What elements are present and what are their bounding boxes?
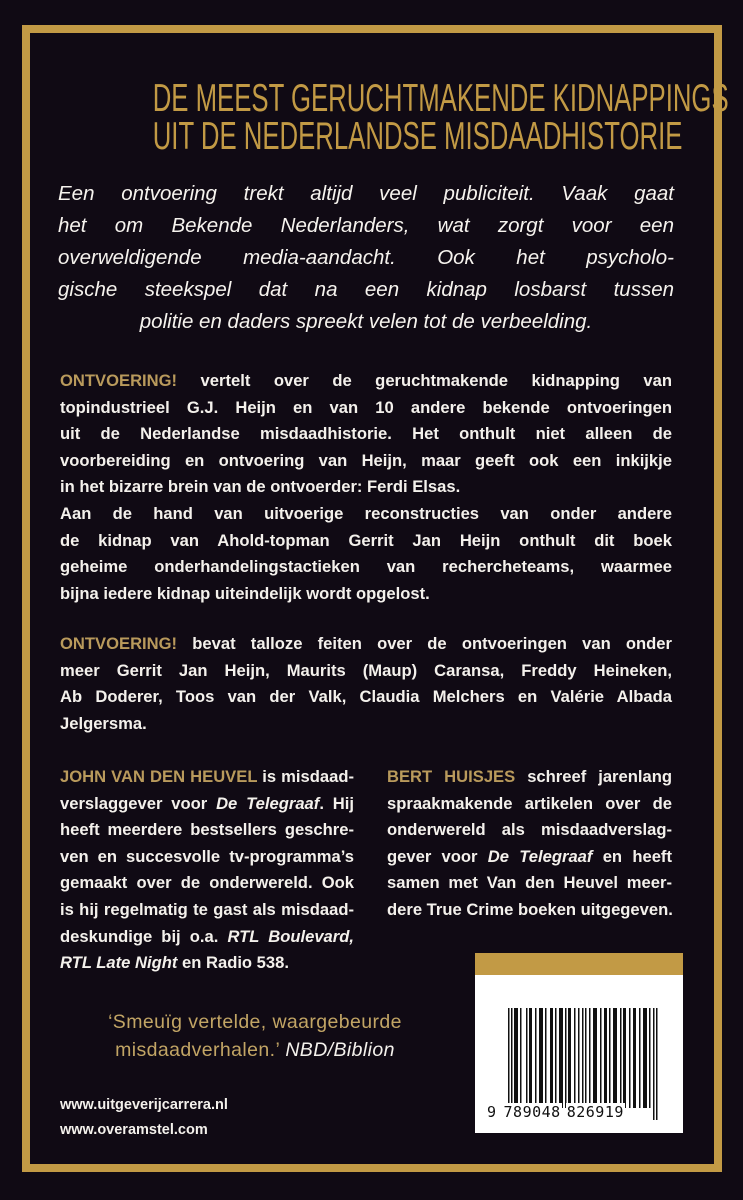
paragraph-line: geheime onderhandelingstactieken van rechercheteams, waarmee xyxy=(60,557,672,577)
bio-text: verslaggever voor xyxy=(60,793,217,813)
description-paragraph-2 xyxy=(60,631,672,737)
paragraph-line: de kidnap van Ahold-topman Gerrit Jan Heijn onthult dit boek xyxy=(60,530,672,550)
intro-line: het om Bekende Nederlanders, wat zorgt voor een xyxy=(58,214,674,237)
publisher-url-carrera[interactable]: www.uitgeverijcarrera.nl xyxy=(60,1097,228,1113)
bio-line: dere True Crime boeken uitgegeven. xyxy=(387,899,673,919)
quote-source: NBD/Biblion xyxy=(285,1039,395,1061)
author-bio-bert-huisjes xyxy=(387,764,672,924)
publication-name: De Telegraaf xyxy=(487,846,593,866)
bio-line: samen met Van den Heuvel meer- xyxy=(387,873,672,893)
publication-name: De Telegraaf xyxy=(216,793,320,813)
headline xyxy=(40,77,729,158)
quote-line-1: ‘Smeuïg vertelde, waargebeurde xyxy=(108,1011,402,1033)
quote-line-2: misdaadverhalen.’ xyxy=(115,1039,280,1061)
author-name: JOHN VAN DEN HEUVEL xyxy=(60,767,258,786)
tv-show-name: RTL Boulevard, xyxy=(227,926,354,946)
paragraph-line: uit de Nederlandse misdaadhistorie. Het onthult niet alleen de xyxy=(60,424,672,444)
barcode-gold-band xyxy=(475,953,683,975)
intro-text xyxy=(58,178,674,338)
tv-show-name: RTL Late Night xyxy=(60,953,178,973)
bio-text: en heeft xyxy=(592,846,672,866)
paragraph-line: bijna iedere kidnap uiteindelijk wordt opgelost. xyxy=(60,583,430,603)
intro-line: politie en daders spreekt velen tot de verbeelding. xyxy=(139,310,593,333)
isbn-barcode xyxy=(475,953,683,1133)
bio-text: en Radio 538. xyxy=(177,953,289,973)
bio-line: gemaakt over de onderwereld. Ook xyxy=(60,873,354,893)
isbn-number xyxy=(487,1103,677,1121)
review-quote xyxy=(70,1008,440,1064)
book-title-highlight: ONTVOERING! xyxy=(60,634,178,653)
isbn-group-1: 789048 xyxy=(503,1103,561,1121)
book-title-highlight: ONTVOERING! xyxy=(60,371,178,390)
paragraph-line: voorbereiding en ontvoering van Heijn, maar geeft ook een inkijkje xyxy=(60,450,672,470)
intro-line: overweldigende media-aandacht. Ook het psycholo- xyxy=(58,246,674,269)
paragraph-line: topindustrieel G.J. Heijn en van 10 andere bekende ontvoeringen xyxy=(60,397,672,417)
author-bio-john-van-den-heuvel xyxy=(60,764,354,977)
description-paragraph-1 xyxy=(60,368,672,607)
bio-text: schreef jarenlang xyxy=(515,767,672,786)
intro-line: gische steekspel dat na een kidnap losbarst tussen xyxy=(58,278,674,301)
headline-line-2: UIT DE NEDERLANDSE MISDAADHISTORIE xyxy=(152,115,683,158)
author-name: BERT HUISJES xyxy=(387,767,516,786)
bio-line: ven en succesvolle tv-programma’s xyxy=(60,846,354,866)
publisher-urls xyxy=(60,1093,228,1143)
bio-text: . Hij xyxy=(319,793,354,813)
paragraph-line: meer Gerrit Jan Heijn, Maurits (Maup) Caransa, Freddy Heineken, xyxy=(60,660,672,680)
paragraph-text: vertelt over de geruchtmakende kidnapping van xyxy=(177,371,672,390)
bio-line: heeft meerdere bestsellers geschre- xyxy=(60,820,354,840)
paragraph-line: Ab Doderer, Toos van der Valk, Claudia Melchers en Valérie Albada xyxy=(60,687,672,707)
paragraph-text: bevat talloze feiten over de ontvoeringen van onder xyxy=(177,634,672,653)
paragraph-line: Aan de hand van uitvoerige reconstructies van onder andere xyxy=(60,503,672,523)
bio-text: is misdaad- xyxy=(257,767,354,786)
bio-text: deskundige bij o.a. xyxy=(60,926,228,946)
intro-line: Een ontvoering trekt altijd veel publiciteit. Vaak gaat xyxy=(58,182,674,205)
bio-line: onderwereld als misdaadverslag- xyxy=(387,820,672,840)
headline-line-1: DE MEEST GERUCHTMAKENDE KIDNAPPINGS xyxy=(152,77,729,120)
paragraph-line: in het bizarre brein van de ontvoerder: Ferdi Elsas. xyxy=(60,477,461,497)
publisher-url-overamstel[interactable]: www.overamstel.com xyxy=(60,1122,208,1138)
bio-text: gever voor xyxy=(387,846,488,866)
paragraph-line: Jelgersma. xyxy=(60,713,147,733)
isbn-group-2: 826919 xyxy=(566,1103,624,1121)
isbn-first-digit: 9 xyxy=(487,1103,497,1121)
bio-line: is hij regelmatig te gast als misdaad- xyxy=(60,899,354,919)
bio-line: spraakmakende artikelen over de xyxy=(387,793,672,813)
